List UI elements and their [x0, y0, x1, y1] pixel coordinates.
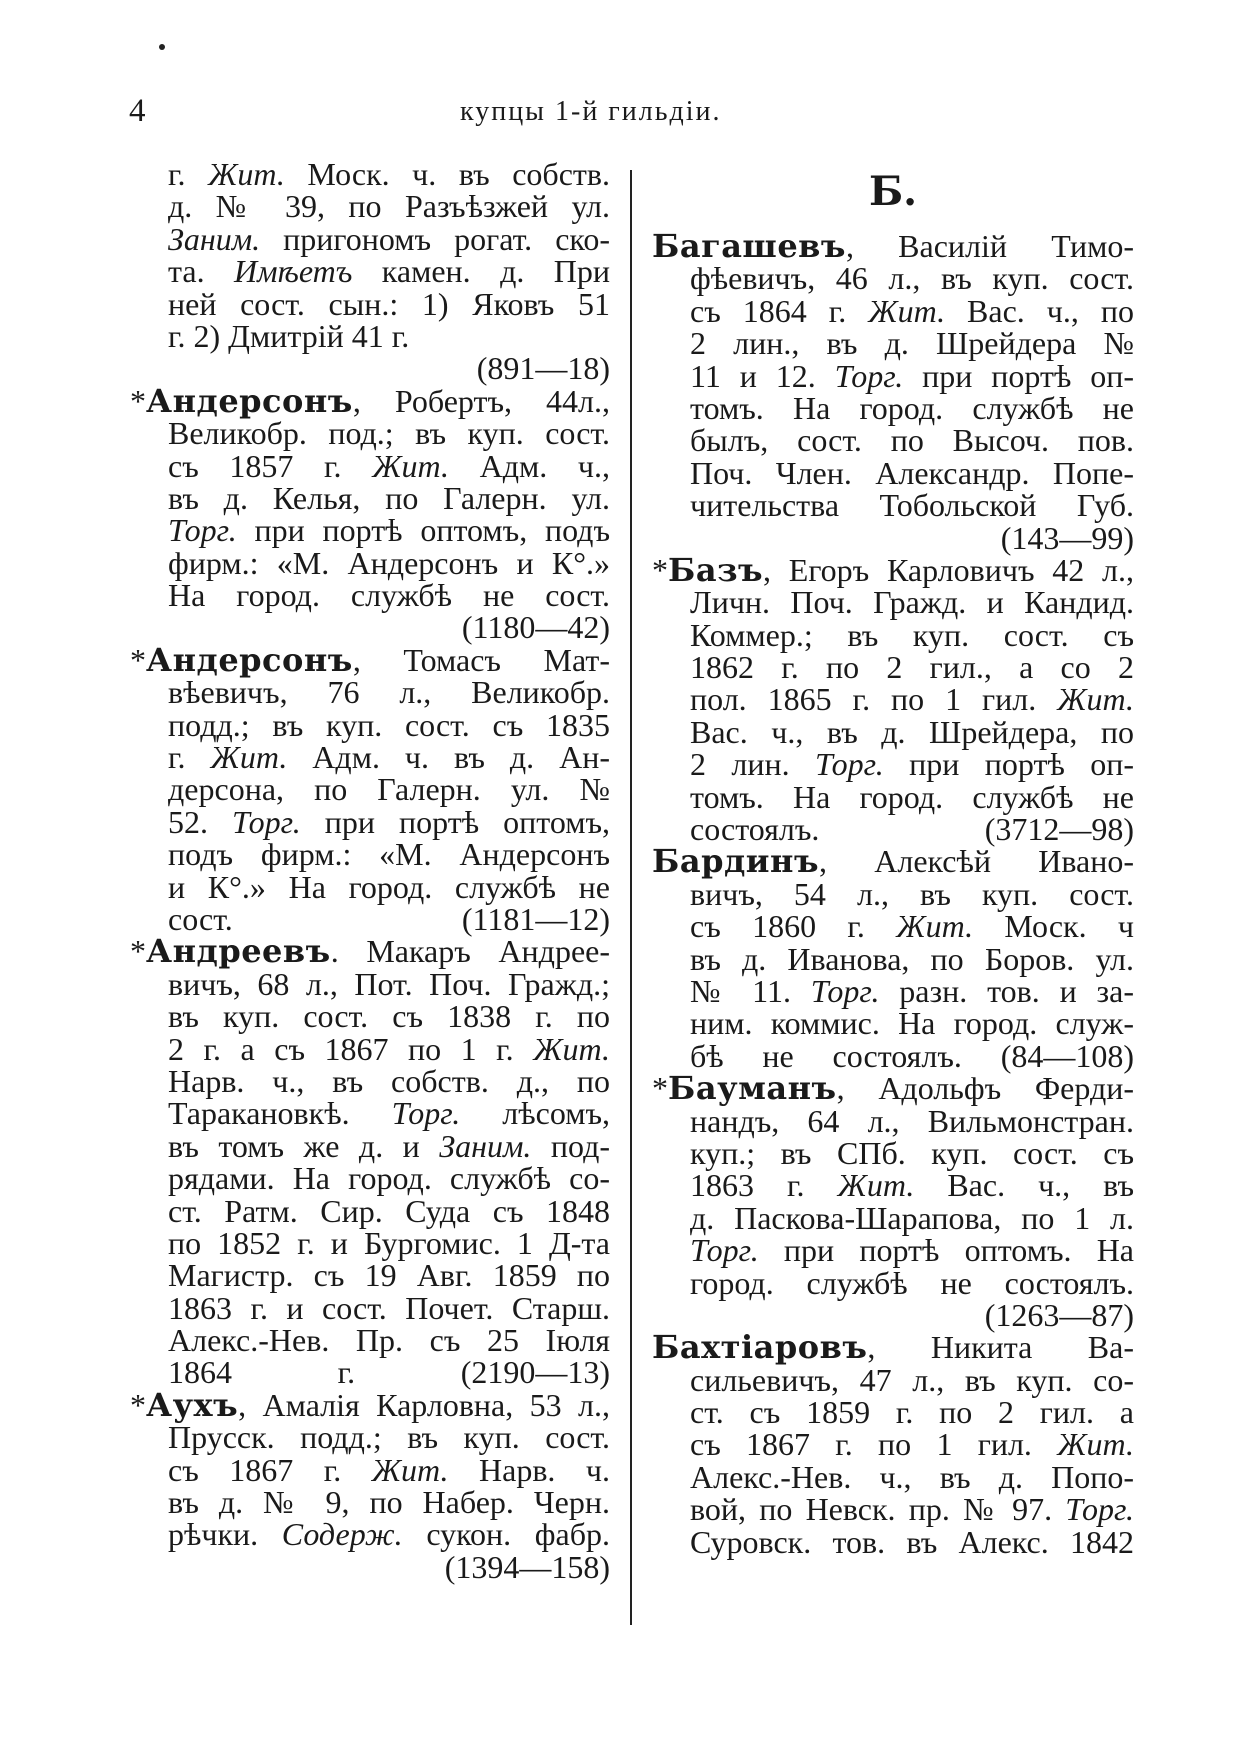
text-line — [130, 1451, 611, 1488]
text-run: Моск. ч. въ собств. — [284, 156, 610, 192]
asterisk-mark: * — [130, 1386, 146, 1423]
text-line — [130, 512, 610, 549]
text-run: 2 г. а съ 1867 по 1 г. — [168, 1030, 534, 1067]
asterisk-mark: * — [130, 933, 146, 970]
text-line — [130, 447, 611, 484]
ink-speck — [159, 44, 165, 50]
entry-baz — [652, 550, 1135, 848]
text-line — [130, 1062, 610, 1099]
text-run: 2 лин., въ д. Шрейдера № — [690, 325, 1134, 362]
italic-keyword: Заним. — [439, 1127, 532, 1164]
entry-reference: (1181—12) — [461, 900, 610, 937]
text-run: при портѣ оптомъ. На — [758, 1232, 1134, 1269]
entry-heading-line — [130, 932, 610, 971]
text-line — [652, 1491, 1134, 1528]
entry-surname: Аухъ — [146, 1385, 239, 1424]
text-run: и К°.» На город. службѣ не — [168, 868, 610, 905]
text-line — [652, 454, 1134, 491]
text-line — [130, 771, 610, 808]
italic-keyword: Торг. — [168, 512, 237, 549]
entry-bagashev — [652, 227, 1135, 556]
text-run: г. — [168, 739, 211, 776]
text-run: при портѣ оптомъ, — [300, 803, 611, 840]
entry-heading-rest: , Томасъ Мат- — [352, 641, 610, 678]
italic-keyword: Жит. — [371, 1451, 449, 1488]
text-run: д. № 39, по Разъѣзжей ул. — [168, 188, 610, 225]
text-run: Прусск. подд.; въ куп. сост. — [168, 1419, 610, 1456]
text-run: съ 1864 г. — [690, 292, 869, 329]
italic-keyword: Заним. — [168, 220, 261, 257]
text-run: состоялъ. — [690, 811, 820, 848]
text-run: томъ. На город. службѣ не — [690, 778, 1134, 815]
entry-heading-line — [652, 227, 1134, 265]
text-run: пригономъ рогат. ско- — [260, 220, 610, 257]
entry-surname: Андерсонъ — [146, 640, 353, 679]
text-run: Нарв. ч., въ собств. д., по — [168, 1062, 610, 1099]
continuation-line — [130, 253, 610, 290]
entry-surname: Бауманъ — [668, 1069, 837, 1108]
text-run: въ д. № 9, по Набер. Черн. — [168, 1484, 610, 1521]
italic-keyword: Торг. — [815, 746, 884, 783]
text-run: по 1852 г. и Бургомис. 1 Д-та — [168, 1224, 610, 1261]
text-line — [130, 965, 610, 1002]
text-line — [652, 1199, 1134, 1236]
text-run: ней сост. сын.: 1) Яковъ 51 — [168, 285, 610, 322]
continuation-line — [130, 317, 610, 354]
text-run: 1864 г. — [168, 1354, 356, 1391]
continuation-line — [130, 220, 610, 257]
entry-heading-line — [130, 1385, 610, 1424]
text-run: сильевичъ, 47 л., въ куп. со- — [690, 1361, 1134, 1398]
text-run: под- — [531, 1127, 610, 1164]
text-line — [652, 972, 1134, 1009]
text-run: съ 1867 г. по 1 гил. — [690, 1426, 1058, 1463]
italic-keyword: Торг. — [690, 1232, 759, 1269]
text-line — [130, 1192, 610, 1229]
text-line — [130, 577, 610, 614]
text-run: 1863 г. и сост. Почет. Старш. — [168, 1289, 610, 1326]
text-line — [130, 1484, 610, 1521]
text-line — [652, 292, 1135, 329]
text-line — [652, 713, 1134, 750]
text-run: № 11. — [690, 972, 811, 1009]
text-run: Алекс.-Нев. ч., въ д. Попо- — [690, 1458, 1134, 1495]
text-line — [652, 260, 1134, 297]
text-line — [652, 1134, 1134, 1171]
text-line — [652, 1102, 1134, 1139]
text-run: Адм. ч., — [449, 447, 611, 484]
text-run: вѣевичъ, 76 л., Великобр. — [168, 674, 610, 711]
text-line — [652, 875, 1134, 912]
entry-last-line — [652, 1037, 1135, 1074]
entry-heading-rest: , Алексѣй Ивано- — [818, 843, 1134, 880]
text-line — [652, 1005, 1134, 1042]
text-run: чительства Тобольской Губ. — [690, 487, 1134, 524]
text-line — [130, 1224, 610, 1261]
text-line — [652, 778, 1134, 815]
text-line — [652, 1264, 1134, 1301]
continuation-line — [130, 188, 610, 225]
entry-reference: (84—108) — [1000, 1037, 1135, 1074]
text-line — [130, 1095, 611, 1132]
entry-heading-line — [130, 640, 610, 679]
text-run: Поч. Член. Александр. Попе- — [690, 454, 1134, 491]
text-line — [652, 1167, 1135, 1204]
page-number: 4 — [129, 93, 146, 129]
text-run: былъ, сост. по Высоч. пов. — [690, 422, 1134, 459]
text-run: ним. коммис. На город. служ- — [690, 1005, 1134, 1042]
entry-heading-rest: , Никита Ва- — [867, 1329, 1134, 1366]
text-line — [130, 1257, 610, 1294]
entry-heading-rest: . Макаръ Андрее- — [330, 933, 610, 970]
text-run: Вас. ч., въ д. Шрейдера, по — [690, 713, 1134, 750]
text-line — [130, 1160, 610, 1197]
text-run: въ куп. сост. съ 1838 г. по — [168, 998, 610, 1035]
text-run: Магистр. съ 19 Авг. 1859 по — [168, 1257, 610, 1294]
asterisk-mark: * — [130, 641, 146, 678]
text-line — [130, 1516, 610, 1553]
italic-keyword: Жит. — [837, 1167, 915, 1204]
entry-heading-rest: , Адольфъ Ферди- — [836, 1070, 1134, 1107]
text-run: при портѣ оптомъ, подъ — [236, 512, 610, 549]
entry-reference: (891—18) — [476, 350, 610, 387]
text-run: Вас. ч., по — [945, 292, 1135, 329]
entry-anderson-tomas — [130, 640, 611, 937]
entry-surname: Андреевъ — [146, 932, 331, 971]
text-line — [652, 487, 1134, 524]
entry-heading-rest: , Амалія Карловна, 53 л., — [238, 1386, 610, 1423]
italic-keyword: Торг. — [834, 357, 904, 394]
text-run: съ 1857 г. — [168, 447, 373, 484]
text-line — [130, 674, 610, 711]
entry-heading-rest: , Василій Тимо- — [845, 228, 1134, 264]
text-line — [130, 1127, 610, 1164]
entry-surname: Багашевъ — [652, 227, 846, 265]
entry-heading-line — [652, 550, 1134, 589]
italic-keyword: Жит. — [868, 292, 946, 329]
italic-keyword: Жит. — [210, 739, 288, 776]
text-run: подд.; въ куп. сост. съ 1835 — [168, 706, 610, 743]
continuation-line — [130, 158, 610, 190]
entry-last-line — [130, 900, 610, 937]
text-line — [652, 681, 1134, 718]
text-run: рѣчки. — [168, 1516, 282, 1553]
text-line — [652, 616, 1134, 653]
text-line — [130, 836, 610, 873]
text-run: съ 1867 г. — [168, 1451, 372, 1488]
text-line — [130, 1322, 610, 1359]
text-run: при портѣ оп- — [883, 746, 1135, 783]
text-run: рядами. На город. службѣ со- — [168, 1160, 610, 1197]
entry-bardin — [652, 842, 1135, 1074]
text-line — [652, 584, 1134, 621]
text-line — [652, 1232, 1134, 1269]
entry-last-line — [652, 811, 1134, 848]
text-run: сост. — [168, 900, 233, 937]
italic-keyword: Торг. — [391, 1095, 461, 1132]
text-run: томъ. На город. службѣ не — [690, 389, 1134, 426]
text-line — [652, 908, 1135, 945]
text-line — [652, 1523, 1134, 1560]
entry-surname: Андерсонъ — [146, 381, 353, 420]
text-run: вичъ, 54 л., въ куп. сост. — [690, 875, 1134, 912]
column-divider — [630, 170, 632, 1625]
entry-bauman — [652, 1069, 1135, 1333]
text-run: 1862 г. по 2 гил., а со 2 — [690, 649, 1134, 686]
text-run: Великобр. под.; въ куп. сост. — [168, 415, 610, 452]
entry-bakhtiarov — [652, 1328, 1134, 1560]
text-run: въ томъ же д. и — [168, 1127, 440, 1164]
italic-keyword: Содерж. — [281, 1516, 403, 1553]
text-run: Личн. Поч. Гражд. и Кандид. — [690, 584, 1134, 621]
entry-andreev — [130, 932, 611, 1391]
italic-keyword: Жит. — [1057, 681, 1134, 718]
text-run: фирм.: «М. Андерсонъ и К°.» — [168, 544, 610, 581]
text-run: ст. съ 1859 г. по 2 гил. а — [690, 1394, 1134, 1431]
entry-heading-line — [652, 1069, 1134, 1108]
text-line — [652, 1426, 1134, 1463]
entry-surname: Бахтіаровъ — [652, 1328, 868, 1367]
text-run: дерсона, по Галерн. ул. № — [168, 771, 610, 808]
text-line — [652, 649, 1134, 686]
text-run: Коммер.; въ куп. сост. съ — [690, 616, 1134, 653]
text-run: Моск. ч — [973, 908, 1135, 945]
text-line — [130, 1419, 610, 1456]
text-run: Нарв. ч. — [448, 1451, 611, 1488]
text-line — [652, 746, 1135, 783]
italic-keyword: Торг. — [1065, 1491, 1134, 1528]
italic-keyword: Жит. — [1057, 1426, 1134, 1463]
entry-reference: (1263—87) — [984, 1296, 1134, 1333]
text-run: лѣсомъ, — [460, 1095, 611, 1132]
entry-surname: Бардинъ — [652, 842, 819, 881]
text-run: въ д. Иванова, по Боров. ул. — [690, 940, 1134, 977]
text-run: подъ фирм.: «М. Андерсонъ — [168, 836, 610, 873]
text-line — [652, 1458, 1134, 1495]
text-run: Алекс.-Нев. Пр. съ 25 Іюля — [168, 1322, 610, 1359]
text-run: д. Паскова-Шарапова, по 1 л. — [690, 1199, 1134, 1236]
entry-heading-line — [652, 1328, 1134, 1367]
entry-surname: Базъ — [668, 550, 764, 589]
italic-keyword: Жит. — [372, 447, 449, 484]
text-run: нандъ, 64 л., Вильмонстран. — [690, 1102, 1134, 1139]
text-run: г. 2) Дмитрій 41 г. — [168, 317, 410, 354]
text-run: при портѣ оп- — [903, 357, 1135, 394]
entry-heading-line — [652, 842, 1134, 881]
entry-reference: (143—99) — [1000, 519, 1134, 556]
text-line — [130, 479, 610, 516]
entry-reference: (2190—13) — [460, 1354, 611, 1391]
text-line — [130, 1289, 610, 1326]
entry-reference: (1180—42) — [461, 609, 610, 646]
text-run: город. службѣ не состоялъ. — [690, 1264, 1134, 1301]
italic-keyword: Жит. — [896, 908, 974, 945]
entry-aukh — [130, 1385, 611, 1585]
text-line — [130, 803, 611, 840]
text-line — [652, 389, 1134, 426]
text-run: пол. 1865 г. по 1 гил. — [690, 681, 1058, 718]
italic-keyword: Торг. — [232, 803, 301, 840]
text-run: 52. — [168, 803, 233, 840]
entry-last-line — [130, 1354, 611, 1391]
text-line — [652, 357, 1135, 394]
text-line — [130, 868, 610, 905]
asterisk-mark: * — [652, 551, 668, 588]
text-line — [130, 706, 610, 743]
text-run: камен. д. При — [352, 253, 610, 290]
italic-keyword: Жит. — [208, 156, 285, 192]
text-run: 1863 г. — [690, 1167, 838, 1204]
text-run: 11 и 12. — [690, 357, 835, 394]
text-line — [130, 1030, 610, 1067]
text-line — [652, 940, 1134, 977]
asterisk-mark: * — [652, 1070, 668, 1107]
entry-reference: (1394—158) — [444, 1548, 610, 1585]
text-run: вичъ, 68 л., Пот. Поч. Гражд.; — [168, 965, 610, 1002]
italic-keyword: Жит. — [533, 1030, 610, 1067]
text-line — [652, 1394, 1134, 1431]
text-line — [130, 739, 610, 776]
italic-keyword: Торг. — [810, 972, 880, 1009]
running-head: купцы 1-й гильдіи. — [460, 96, 722, 127]
text-run: 2 лин. — [690, 746, 816, 783]
italic-keyword: Имѣетъ — [234, 253, 353, 290]
asterisk-mark: * — [130, 382, 146, 419]
text-run: Адм. ч. въ д. Ан- — [287, 739, 610, 776]
text-run: ст. Ратм. Сир. Суда съ 1848 — [168, 1192, 610, 1229]
text-line — [652, 1361, 1134, 1398]
text-run: г. — [168, 156, 209, 192]
section-letter: Б. — [868, 168, 918, 215]
text-run: Вас. ч., въ — [914, 1167, 1135, 1204]
entry-anderson-robert — [130, 381, 611, 646]
text-run: вой, по Невск. пр. № 97. — [690, 1491, 1066, 1528]
text-line — [130, 998, 610, 1035]
text-run: фѣевичъ, 46 л., въ куп. сост. — [690, 260, 1134, 297]
text-run: куп.; въ СПб. куп. сост. съ — [690, 1134, 1134, 1171]
entry-heading-rest: , Робертъ, 44л., — [352, 382, 610, 419]
text-line — [652, 422, 1134, 459]
entry-heading-line — [130, 381, 610, 420]
text-run: Таракановкѣ. — [168, 1095, 392, 1132]
text-run: Суровск. тов. въ Алекс. 1842 — [690, 1523, 1134, 1560]
text-run: та. — [168, 253, 234, 290]
text-line — [130, 544, 610, 581]
text-run: разн. тов. и за- — [879, 972, 1134, 1009]
right-column — [652, 158, 1134, 1638]
text-run: въ д. Келья, по Галерн. ул. — [168, 479, 610, 516]
text-run: съ 1860 г. — [690, 908, 897, 945]
entry-heading-rest: , Егоръ Карловичъ 42 л., — [763, 551, 1134, 588]
text-line — [652, 325, 1134, 362]
continuation-line — [130, 285, 610, 322]
entry-reference: (3712—98) — [984, 811, 1134, 848]
text-run: сукон. фабр. — [402, 1516, 610, 1553]
left-column — [130, 158, 610, 1638]
text-line — [130, 415, 610, 452]
text-run: На город. службѣ не сост. — [168, 577, 610, 614]
text-run: бѣ не состоялъ. — [690, 1037, 962, 1074]
